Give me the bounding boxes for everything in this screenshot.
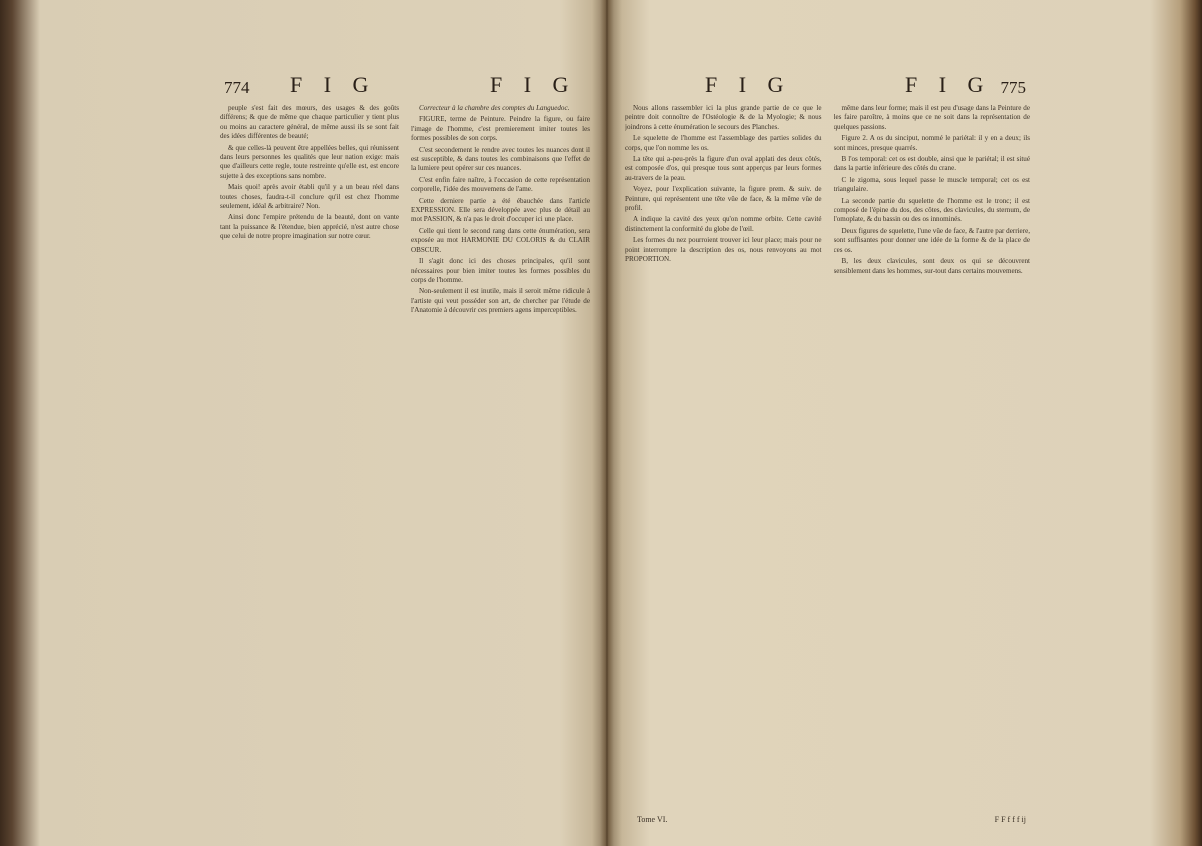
running-headword: F I G bbox=[905, 72, 992, 97]
paragraph: FIGURE, terme de Peinture. Peindre la figure, ou faire l'image de l'homme, c'est premierement imiter toutes les formes possibles de son corps. bbox=[411, 115, 590, 143]
page-number: 775 bbox=[1000, 78, 1026, 97]
paragraph: Le squelette de l'homme est l'assemblage des parties solides du corps, que l'on nomme les os. bbox=[625, 134, 822, 152]
paragraph: Deux figures de squelette, l'une vûe de face, & l'autre par derriere, sont suffisantes pour donner une idée de la forme & de la place de ces os. bbox=[833, 226, 1030, 254]
right-page bbox=[625, 0, 1030, 846]
paragraph: Non-seulement il est inutile, mais il seroit même ridicule à l'artiste qui veut posséder son art, de chercher par l'étude de l'Anatomie à découvrir ces premiers agens imperceptibles. bbox=[411, 287, 590, 315]
paragraph: Les formes du nez pourroient trouver ici leur place; mais pour ne point interrompre la description des os, nous renvoyons au mot PROPORTION. bbox=[625, 236, 822, 264]
paragraph: C'est secondement le rendre avec toutes les nuances dont il est susceptible, & dans toutes les combinaisons que l'effet de la lumiere peut opérer sur ces nuances. bbox=[411, 145, 590, 173]
paragraph: La tête qui a-peu-près la figure d'un oval applati des deux côtés, est composée d'os, qui presque tous sont apperçus par leurs formes au-travers de la peau. bbox=[625, 155, 822, 182]
paragraph: C'est enfin faire naître, à l'occasion de cette représentation corporelle, l'idée des mouvemens de l'ame. bbox=[411, 175, 590, 194]
text-column bbox=[834, 104, 1031, 826]
paragraph: A indique la cavité des yeux qu'on nomme orbite. Cette cavité distinctement la conformité du globe de l'œil. bbox=[625, 215, 822, 233]
paragraph: Nous allons rassembler ici la plus grande partie de ce que le peintre doit connoître de l'Ostéologie & de la Myologie; & nous joindrons à cette énumération le secours des Planches. bbox=[625, 104, 822, 131]
paragraph: Figure 2. A os du sinciput, nommé le pariétal: il y en a deux; ils sont minces, presque quarrés. bbox=[833, 134, 1030, 152]
page-number: 774 bbox=[224, 78, 250, 97]
text-column bbox=[220, 104, 399, 826]
paragraph: & que celles-là peuvent être appellées belles, qui réunissent dans leurs personnes les qualités que leur nation exige: mais que d'ailleurs cette regle, toute restreinte qu'elle est, est encore sujette à des exceptions sans nombre. bbox=[220, 143, 399, 180]
paragraph: Il s'agit donc ici des choses principales, qu'il sont nécessaires pour bien imiter toutes les formes possibles du corps de l'homme. bbox=[411, 257, 590, 284]
paragraph: C le zigoma, sous lequel passe le muscle temporal; cet os est triangulaire. bbox=[833, 175, 1030, 194]
paragraph: Celle qui tient le second rang dans cette énumération, sera exposée au mot HARMONIE DU COLORIS & du CLAIR OBSCUR. bbox=[411, 226, 590, 254]
paragraph: peuple s'est fait des mœurs, des usages & des goûts différens; & que de même que chaque particulier y tient plus ou moins au caractere général, de même aussi ils se sont fait des idées différentes de beauté; bbox=[220, 104, 399, 141]
left-page-header bbox=[220, 72, 590, 102]
book-spine bbox=[592, 0, 622, 846]
text-columns bbox=[220, 104, 590, 826]
left-page bbox=[220, 0, 590, 846]
paragraph: Correcteur à la chambre des comptes du Languedoc. bbox=[419, 104, 570, 112]
text-columns bbox=[625, 104, 1030, 826]
text-column bbox=[411, 104, 590, 826]
running-headword: F I G bbox=[705, 72, 792, 97]
paragraph: Mais quoi! après avoir établi qu'il y a un beau réel dans toutes choses, faudra-t-il conclure qu'il est chez l'homme seulement, idéal & arbitraire? Non. bbox=[220, 183, 399, 211]
paragraph: Voyez, pour l'explication suivante, la figure prem. & suiv. de Peinture, qui représentent une tête vûe de face, & la même vûe de profil. bbox=[625, 185, 822, 213]
running-headword: F I G bbox=[490, 72, 577, 97]
running-headword: F I G bbox=[290, 72, 377, 97]
paragraph: B l'os temporal: cet os est double, ainsi que le pariétal; il est situé dans la partie inférieure des côtés du crane. bbox=[833, 155, 1030, 173]
paragraph: B, les deux clavicules, sont deux os qui se découvrent sensiblement dans les hommes, sur-tout dans certains mouvemens. bbox=[833, 257, 1030, 275]
paragraph: La seconde partie du squelette de l'homme est le tronc; il est composé de l'épine du dos, des côtes, des clavicules, du sternum, de l'omoplate, & du bassin ou des os innominés. bbox=[833, 196, 1030, 224]
paragraph: Ainsi donc l'empire prétendu de la beauté, dont on vante tant la puissance & l'étendue, bien apprécié, n'est autre chose que celui de notre propre imagination sur notre cœur. bbox=[220, 213, 399, 241]
text-column bbox=[625, 104, 822, 826]
paragraph: même dans leur forme; mais il est peu d'usage dans la Peinture de les faire paroître, à moins que ce ne soit dans la représentation de quelques passions. bbox=[833, 104, 1030, 131]
right-page-header bbox=[625, 72, 1030, 102]
signature-mark: F F f f f ij bbox=[994, 815, 1026, 824]
volume-footer: Tome VI. bbox=[637, 815, 668, 824]
paragraph: Cette derniere partie a été ébauchée dans l'article EXPRESSION. Elle sera développée avec plus de détail au mot PASSION, & n'a pas le droit d'occuper ici une place. bbox=[411, 196, 590, 224]
